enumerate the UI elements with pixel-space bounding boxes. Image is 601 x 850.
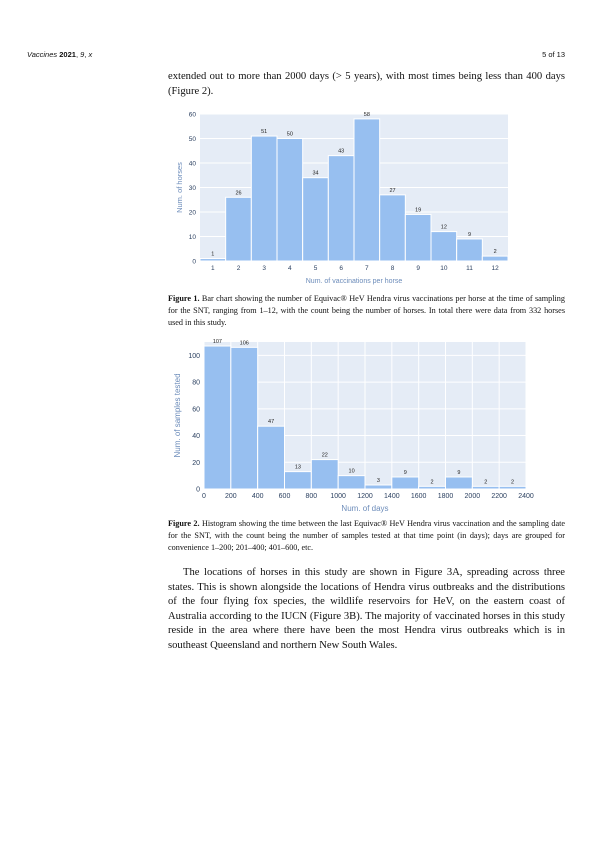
bar [499,486,526,489]
figure-1-caption [168,293,565,329]
bar [354,119,380,261]
bar [431,232,457,261]
data-label: 22 [321,452,328,459]
data-label: 3 [376,477,380,484]
x-tick-label: 1 [211,265,215,272]
x-tick-label: 1400 [384,493,400,500]
intro-paragraph: extended out to more than 2000 days (> 5 years), with most times being less than 400 days (Figure 2). [168,71,565,97]
body-paragraph: The locations of horses in this study are shown in Figure 3A, spreading across three states. This is shown alongside the locations of Hendra virus outbreaks and the distributions of the four flying fox species, the wildlife reservoirs for HeV, on the eastern coast of Australia according to the IUCN (Figure 3B). The majority of vaccinated horses in this study reside in the area where there have been the most Hendra virus outbreaks which is in southeast Queensland and northern New South Wales. [168,567,565,651]
y-tick-label: 20 [188,209,196,217]
bar [419,486,446,489]
bar [338,476,365,489]
figure-2-caption [168,518,565,554]
bar [392,477,419,489]
y-tick-label: 80 [192,379,200,387]
data-label: 2 [493,249,497,256]
x-tick-label: 2200 [491,493,507,500]
figure-2-label: Figure 2. [168,519,200,528]
bar [231,347,258,489]
bar [226,197,252,261]
x-axis-title: Num. of days [341,504,389,513]
y-tick-label: 30 [188,185,196,192]
y-tick-label: 20 [192,459,200,467]
data-label: 1 [211,251,215,258]
journal-issue: x [88,50,93,59]
data-label: 106 [239,340,249,347]
data-label: 26 [235,190,242,197]
page-header [27,50,565,64]
x-tick-label: 600 [278,493,291,500]
data-label: 47 [268,419,275,426]
x-tick-label: 5 [313,265,318,272]
y-tick-label: 50 [188,136,196,143]
data-label: 2 [430,479,434,486]
bar [446,477,473,489]
data-label: 9 [457,469,461,476]
journal-year: 2021 [59,50,76,59]
bar [258,426,285,489]
journal-citation: Vaccines 2021, 9, x [27,50,93,59]
y-tick-label: 10 [188,234,196,241]
y-tick-label: 40 [192,433,200,441]
data-label: 13 [294,464,301,471]
y-tick-label: 40 [188,160,196,168]
figure-1-chart [160,106,520,286]
page-number: 5 of 13 [542,50,565,59]
y-tick-label: 60 [188,111,196,119]
bar [457,239,483,261]
y-tick-label: 0 [192,258,196,266]
journal-name: Vaccines [27,50,58,59]
bar [285,472,312,489]
x-tick-label: 1600 [410,493,427,500]
data-label: 12 [440,224,447,231]
x-tick-label: 200 [224,493,237,500]
x-tick-label: 0 [202,493,206,500]
x-tick-label: 2400 [518,493,534,500]
y-axis-title: Num. of horses [175,162,184,213]
y-tick-label: 60 [192,406,200,414]
x-tick-label: 12 [491,265,499,272]
figure-2-chart [168,338,538,518]
data-label: 107 [212,339,223,346]
bar [472,486,499,489]
figure-1-caption-text: Bar chart showing the number of Equivac® HeV Hendra virus vaccinations per horse at the time of sampling for the SNT, ranging from 1–12, with the count being the number of horses. In total there were data from 332 horses used in this study. [168,294,565,327]
x-tick-label: 9 [416,265,420,272]
data-label: 9 [403,469,407,476]
x-tick-label: 800 [305,493,318,500]
x-tick-label: 3 [262,265,266,272]
data-label: 10 [348,468,355,475]
bar [303,178,329,261]
data-label: 43 [338,148,345,155]
x-tick-label: 10 [440,265,448,272]
bar [200,259,226,261]
data-label: 9 [467,231,472,238]
bar [251,136,277,261]
x-axis-title: Num. of vaccinations per horse [305,278,403,285]
figure-2-caption-text: Histogram showing the time between the last Equivac® HeV Hendra virus vaccination and the sampling date for the SNT, with the count being the number of samples tested at that time point (in days); days are grouped for convenience 1–200; 201–400; 401–600, etc. [168,519,566,552]
y-axis-title: Num. of samples tested [173,373,182,458]
data-label: 2 [511,479,515,486]
data-label: 58 [363,111,370,118]
x-tick-label: 2 [236,265,241,272]
x-tick-label: 7 [365,265,369,272]
bar [482,256,508,261]
bar [405,214,431,261]
bar [311,460,338,489]
figure-1-label: Figure 1. [168,294,200,303]
data-label: 27 [389,187,396,194]
bar [204,346,231,489]
x-tick-label: 11 [466,265,473,272]
y-tick-label: 0 [196,486,200,494]
x-tick-label: 400 [251,493,264,500]
data-label: 2 [484,479,488,486]
bar [380,195,406,261]
x-tick-label: 8 [390,265,395,272]
data-label: 51 [261,129,268,136]
bar [365,485,392,489]
data-label: 50 [286,131,293,138]
x-tick-label: 1000 [330,493,346,500]
y-tick-label: 100 [188,352,200,360]
x-tick-label: 1200 [357,493,373,500]
data-label: 19 [415,207,422,214]
x-tick-label: 2000 [464,493,481,500]
x-tick-label: 1800 [437,493,454,500]
data-label: 34 [312,170,319,177]
x-tick-label: 6 [339,265,343,272]
journal-volume: 9 [80,50,85,59]
bar [328,156,354,261]
bar [277,139,303,262]
x-tick-label: 4 [288,265,292,272]
